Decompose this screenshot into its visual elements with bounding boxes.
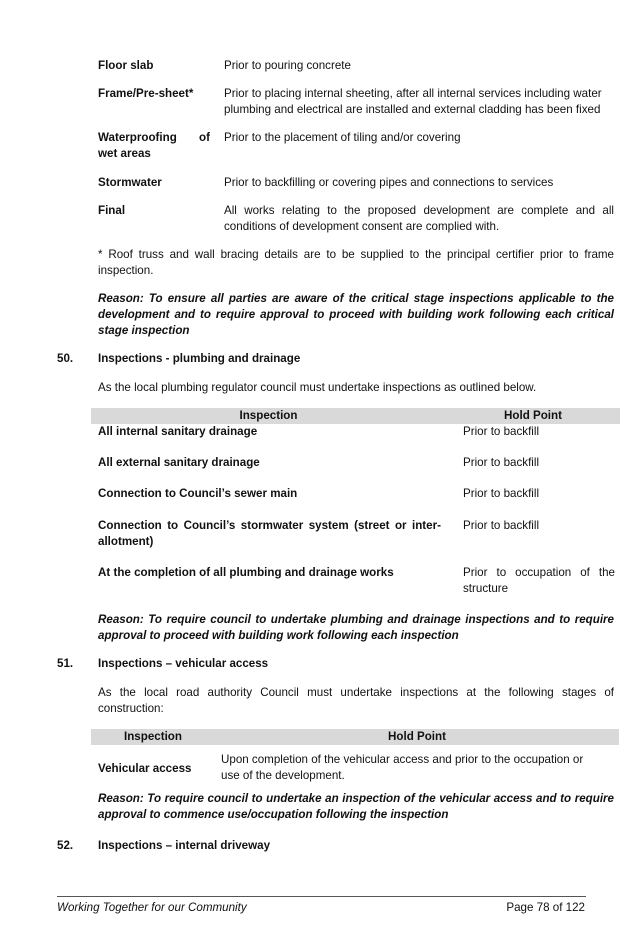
hold-point: Prior to backfill [463, 425, 540, 438]
page-number: Page 78 of 122 [506, 901, 585, 914]
stage-label: Final [98, 204, 126, 217]
hold-point: Prior to backfill [463, 519, 540, 532]
inspection-item: Connection to Council’s sewer main [98, 487, 298, 500]
stage-label: Stormwater [98, 176, 162, 189]
section-number-50: 50. [57, 352, 74, 365]
stage-desc: All works relating to the proposed development are complete and all conditions of development consent are complied with. [224, 204, 614, 233]
column-header-inspection: Inspection [239, 409, 298, 422]
section-number-51: 51. [57, 657, 74, 670]
column-header-inspection: Inspection [124, 730, 182, 743]
section-number-52: 52. [57, 839, 74, 852]
inspection-item: Connection to Council’s stormwater system (street or inter-allotment) [98, 519, 441, 548]
section-title-50: Inspections - plumbing and drainage [98, 352, 301, 365]
inspection-item: All internal sanitary drainage [98, 425, 258, 438]
column-header-hold-point: Hold Point [388, 730, 446, 743]
footnote: * Roof truss and wall bracing details are to be supplied to the principal certifier prior to frame inspection. [98, 248, 614, 277]
footer-divider [57, 896, 586, 897]
stage-label: Waterproofing of [98, 131, 210, 144]
stage-desc: Prior to pouring concrete [224, 59, 351, 72]
stage-desc: Prior to placing internal sheeting, after all internal services including water plumbing and electrical are installed and external cladding has been fixed [224, 87, 602, 116]
stage-label: Floor slab [98, 59, 154, 72]
reason-51: Reason: To require council to undertake an inspection of the vehicular access and to require approval to commence use/occupation following the inspection [98, 792, 614, 821]
hold-point: Prior to occupation of the structure [463, 566, 615, 595]
inspection-item: Vehicular access [98, 762, 192, 775]
section-title-52: Inspections – internal driveway [98, 839, 271, 852]
column-header-hold-point: Hold Point [504, 409, 562, 422]
reason-50: Reason: To require council to undertake plumbing and drainage inspections and to require approval to proceed with building work following each inspection [98, 613, 614, 642]
section-intro-51: As the local road authority Council must undertake inspections at the following stages of construction: [98, 686, 614, 715]
table-header-vehicular [91, 729, 619, 745]
hold-point: Prior to backfill [463, 487, 540, 500]
inspection-item: At the completion of all plumbing and drainage works [98, 566, 394, 579]
table-header-plumbing [91, 408, 620, 424]
stage-desc: Prior to backfilling or covering pipes and connections to services [224, 176, 554, 189]
stage-label-line2: wet areas [98, 147, 151, 160]
stage-desc: Prior to the placement of tiling and/or covering [224, 131, 461, 144]
reason-49: Reason: To ensure all parties are aware of the critical stage inspections applicable to the development and to require approval to proceed with building work following each critical stage inspection [98, 292, 614, 337]
section-title-51: Inspections – vehicular access [98, 657, 269, 670]
inspection-item: All external sanitary drainage [98, 456, 260, 469]
hold-point: Prior to backfill [463, 456, 540, 469]
hold-point: Upon completion of the vehicular access and prior to the occupation or use of the development. [221, 753, 584, 782]
footer-tagline: Working Together for our Community [57, 901, 247, 914]
section-intro-50: As the local plumbing regulator council must undertake inspections as outlined below. [98, 381, 537, 394]
stage-label: Frame/Pre-sheet* [98, 87, 194, 100]
